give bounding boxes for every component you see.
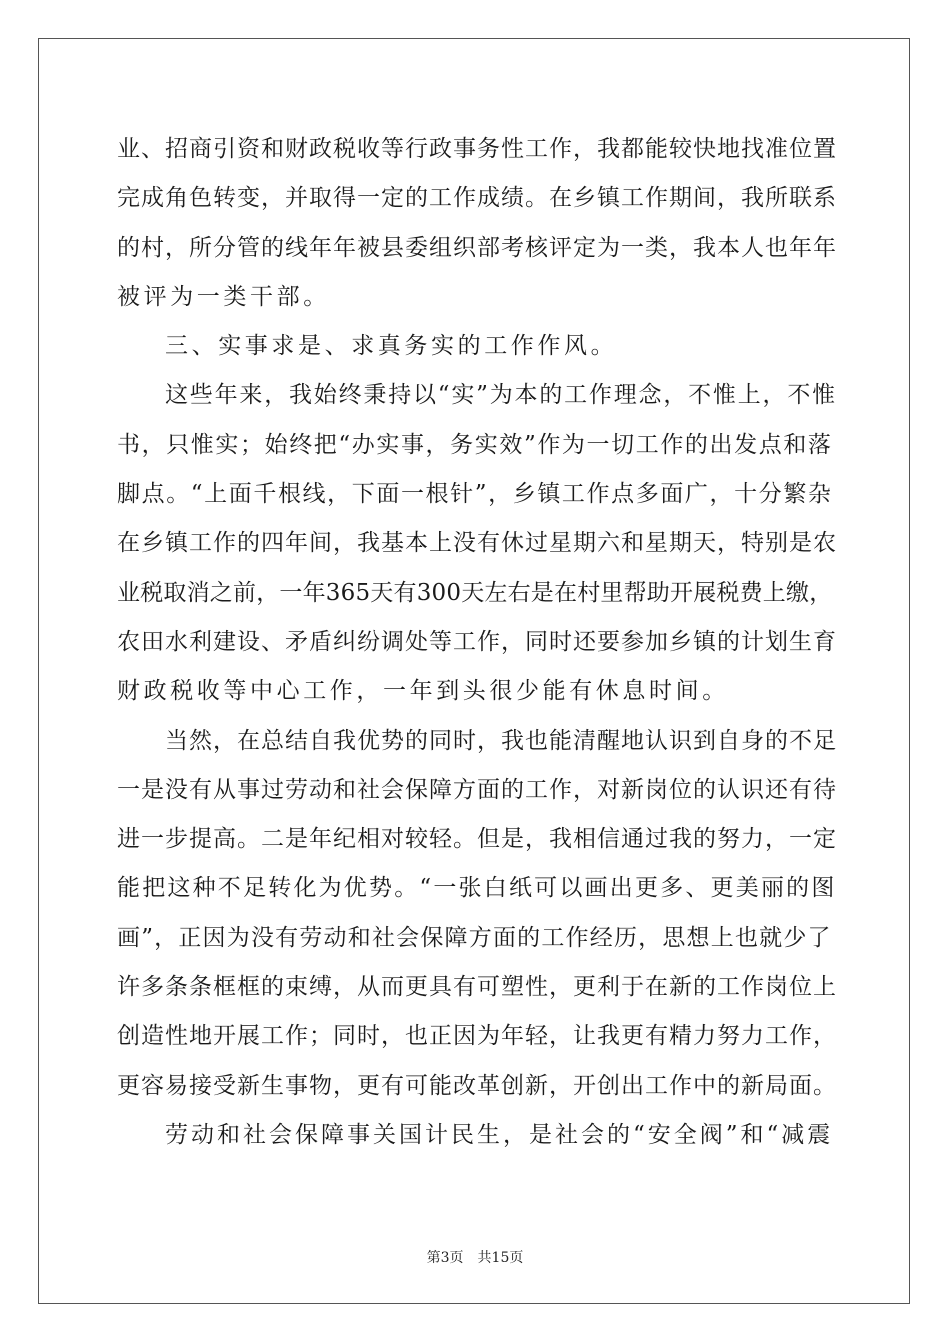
text-line-19: 创造性地开展工作；同时，也正因为年轻，让我更有精力努力工作，: [117, 1023, 837, 1050]
text-line-8: 脚点。“上面千根线，下面一根针”，乡镇工作点多面广，十分繁杂: [117, 481, 833, 508]
text-line-17: 画”，正因为没有劳动和社会保障方面的工作经历，思想上也就少了: [117, 924, 832, 951]
text-line-3: 的村，所分管的线年年被县委组织部考核评定为一类，我本人也年年: [117, 234, 837, 261]
page-number-footer: 第3页 共15页: [426, 1250, 524, 1266]
text-line-21: 劳动和社会保障事关国计民生，是社会的“安全阀”和“减震: [165, 1121, 834, 1148]
text-line-4: 被评为一类干部。: [117, 283, 330, 310]
text-line-1: 业、招商引资和财政税收等行政事务性工作，我都能较快地找准位置: [117, 136, 837, 162]
document-body: [117, 125, 837, 1160]
text-line-12: 财政税收等中心工作，一年到头很少能有休息时间。: [117, 678, 729, 705]
text-line-14: 一是没有从事过劳动和社会保障方面的工作，对新岗位的认识还有待: [117, 776, 837, 803]
text-line-6: 这些年来，我始终秉持以“实”为本的工作理念，不惟上，不惟: [165, 382, 837, 409]
text-line-13: 当然，在总结自我优势的同时，我也能清醒地认识到自身的不足: [165, 727, 837, 754]
text-line-20: 更容易接受新生事物，更有可能改革创新，开创出工作中的新局面。: [117, 1072, 837, 1099]
text-line-16: 能把这种不足转化为优势。“一张白纸可以画出更多、更美丽的图: [117, 875, 837, 902]
text-line-7: 书，只惟实；始终把“办实事，务实效”作为一切工作的出发点和落: [117, 431, 833, 458]
text-line-15: 进一步提高。二是年纪相对较轻。但是，我相信通过我的努力，一定: [117, 826, 837, 853]
text-line-2: 完成角色转变，并取得一定的工作成绩。在乡镇工作期间，我所联系: [117, 185, 837, 212]
section-heading: 三、实事求是、求真务实的工作作风。: [165, 333, 618, 360]
text-line-9: 在乡镇工作的四年间，我基本上没有休过星期六和星期天，特别是农: [117, 530, 837, 557]
text-line-10: 业税取消之前，一年365天有300天左右是在村里帮助开展税费上缴，: [117, 579, 833, 606]
text-line-18: 许多条条框框的束缚，从而更具有可塑性，更利于在新的工作岗位上: [117, 974, 837, 1001]
text-line-11: 农田水利建设、矛盾纠纷调处等工作，同时还要参加乡镇的计划生育: [117, 628, 837, 655]
